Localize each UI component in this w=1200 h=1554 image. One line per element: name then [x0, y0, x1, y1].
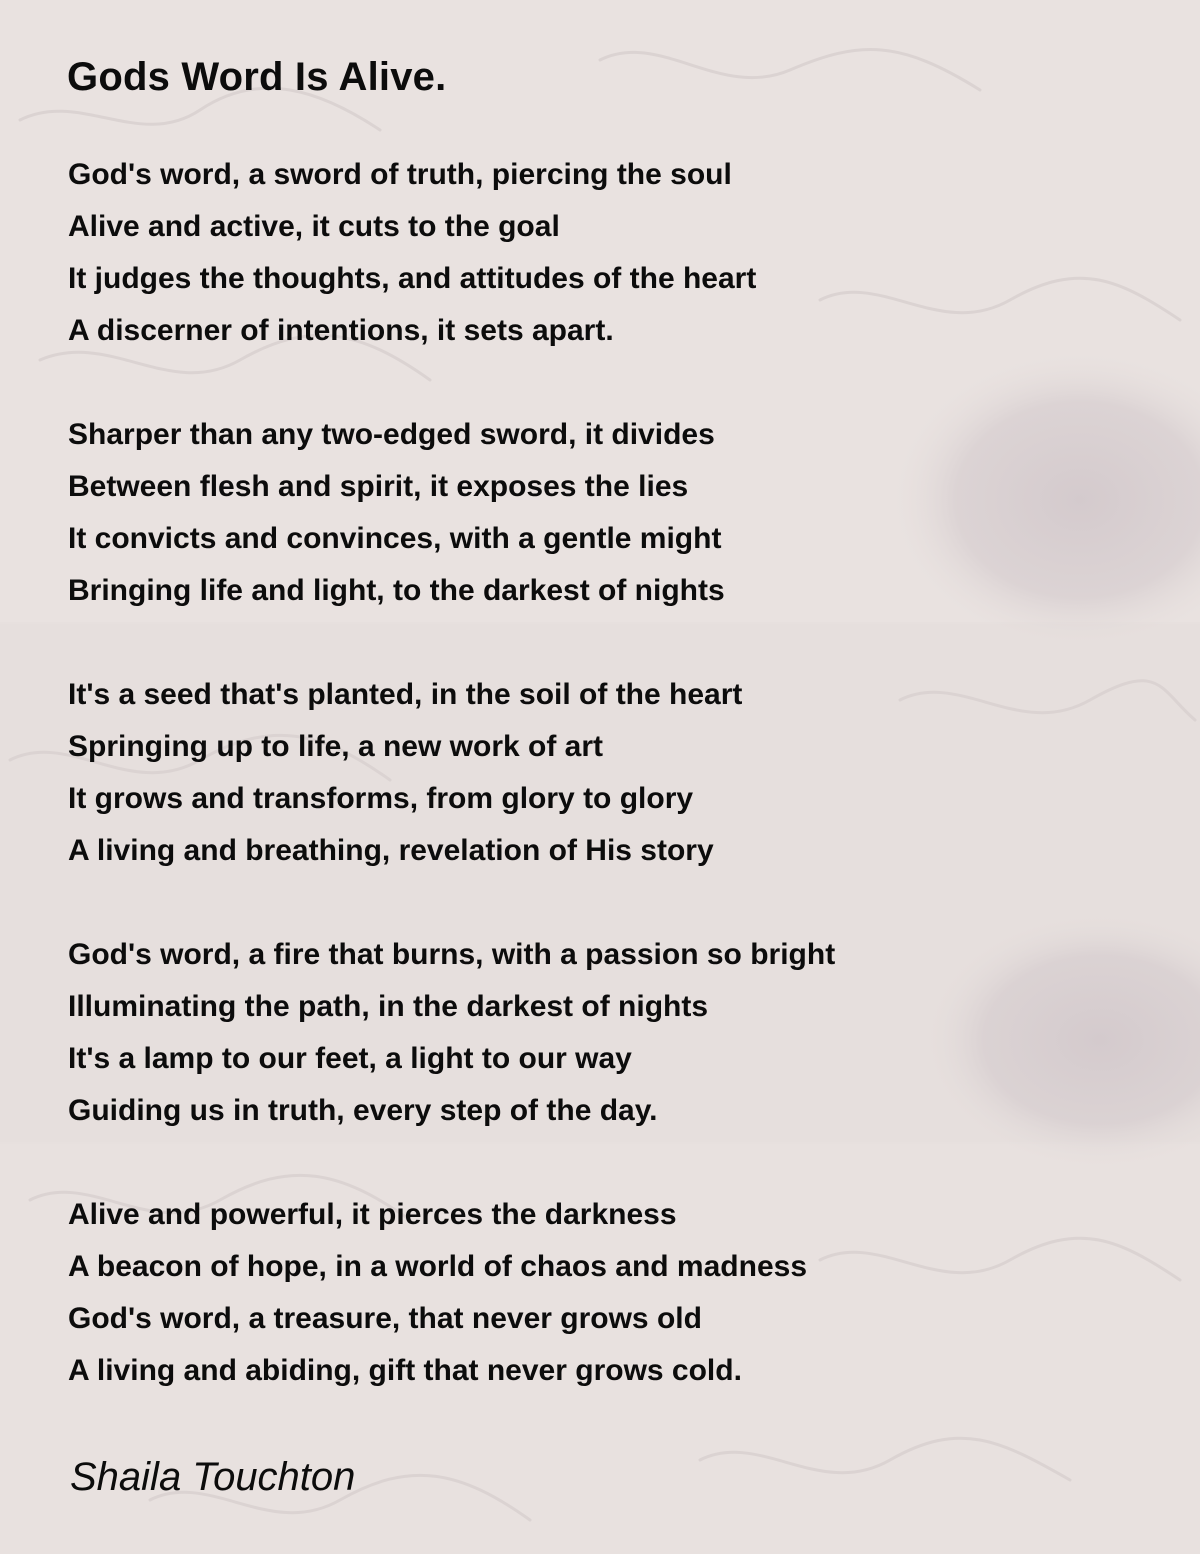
poem-line: It judges the thoughts, and attitudes of the heart [68, 262, 757, 295]
poem-line: It's a lamp to our feet, a light to our way [68, 1042, 632, 1075]
poem-line: Alive and powerful, it pierces the darkness [68, 1198, 677, 1231]
stanza-4 [68, 934, 1148, 1142]
poem-body [68, 154, 1148, 1454]
poem-line: Between flesh and spirit, it exposes the lies [68, 470, 689, 503]
stanza-5 [68, 1194, 1148, 1402]
poem-line: Guiding us in truth, every step of the day. [68, 1094, 658, 1127]
poem-author: Shaila Touchton [70, 1455, 356, 1499]
poem-title: Gods Word Is Alive. [67, 55, 447, 99]
poem-line: It convicts and convinces, with a gentle might [68, 522, 722, 555]
stanza-2 [68, 414, 1148, 622]
poem-line: Sharper than any two-edged sword, it divides [68, 418, 715, 451]
poem-line: A discerner of intentions, it sets apart. [68, 314, 614, 347]
poem-line: It grows and transforms, from glory to glory [68, 782, 694, 815]
stanza-3 [68, 674, 1148, 882]
poem-line: A living and breathing, revelation of His story [68, 834, 714, 867]
poem-line: God's word, a sword of truth, piercing the soul [68, 158, 732, 191]
poem-line: A living and abiding, gift that never grows cold. [68, 1354, 742, 1387]
poem-line: Illuminating the path, in the darkest of nights [68, 990, 709, 1023]
poem-line: Bringing life and light, to the darkest of nights [68, 574, 725, 607]
poem-line: A beacon of hope, in a world of chaos and madness [68, 1250, 807, 1283]
poem-line: God's word, a treasure, that never grows old [68, 1302, 702, 1335]
poem-line: God's word, a fire that burns, with a passion so bright [68, 938, 836, 971]
poem-line: Springing up to life, a new work of art [68, 730, 604, 763]
poem-line: Alive and active, it cuts to the goal [68, 210, 560, 243]
poem-line: It's a seed that's planted, in the soil of the heart [68, 678, 743, 711]
stanza-1 [68, 154, 1148, 362]
